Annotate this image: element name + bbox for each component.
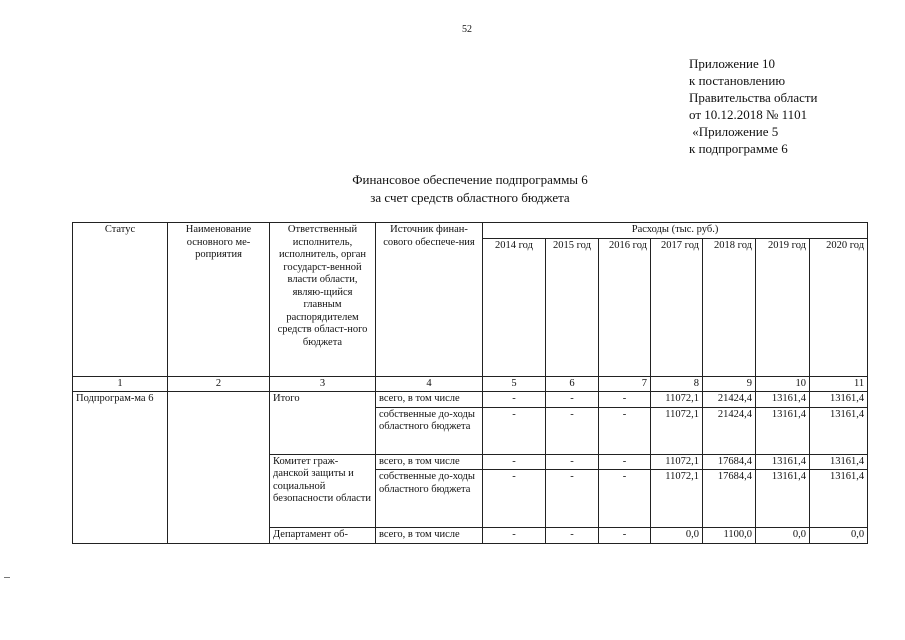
value-cell: 11072,1 <box>651 454 703 470</box>
header-source: Источник финан-сового обеспече-ния <box>376 223 483 377</box>
value-cell: 21424,4 <box>703 407 756 454</box>
source-cell: всего, в том числе <box>376 392 483 408</box>
column-index: 9 <box>703 376 756 392</box>
page-number: 52 <box>462 24 472 35</box>
value-cell: 17684,4 <box>703 470 756 528</box>
value-cell: 13161,4 <box>810 392 868 408</box>
appendix-block <box>689 55 818 157</box>
value-cell: - <box>546 407 599 454</box>
appendix-line: Приложение 10 <box>689 56 776 71</box>
value-cell: - <box>599 470 651 528</box>
value-cell: - <box>599 454 651 470</box>
column-index: 3 <box>270 376 376 392</box>
appendix-line: к подпрограмме 6 <box>689 141 788 156</box>
header-year: 2014 год <box>483 238 546 376</box>
value-cell: 11072,1 <box>651 470 703 528</box>
value-cell: - <box>546 454 599 470</box>
scan-mark <box>4 577 10 578</box>
header-status: Статус <box>73 223 168 377</box>
value-cell: 13161,4 <box>756 454 810 470</box>
header-year: 2018 год <box>703 238 756 376</box>
column-index: 4 <box>376 376 483 392</box>
value-cell: - <box>546 470 599 528</box>
value-cell: 13161,4 <box>756 470 810 528</box>
value-cell: - <box>483 407 546 454</box>
source-cell: всего, в том числе <box>376 528 483 544</box>
header-activity: Наименование основного ме-роприятия <box>168 223 270 377</box>
value-cell: 17684,4 <box>703 454 756 470</box>
financing-table <box>72 222 868 544</box>
appendix-line: «Приложение 5 <box>689 124 779 139</box>
value-cell: 11072,1 <box>651 392 703 408</box>
value-cell: 21424,4 <box>703 392 756 408</box>
value-cell: 13161,4 <box>810 470 868 528</box>
header-year: 2019 год <box>756 238 810 376</box>
activity-cell <box>168 392 270 544</box>
column-index: 5 <box>483 376 546 392</box>
value-cell: 13161,4 <box>756 392 810 408</box>
title-line: за счет средств областного бюджета <box>370 190 570 205</box>
column-index: 1 <box>73 376 168 392</box>
status-cell: Подпрограм-ма 6 <box>73 392 168 544</box>
value-cell: - <box>599 407 651 454</box>
value-cell: 0,0 <box>756 528 810 544</box>
column-index: 11 <box>810 376 868 392</box>
header-expenses: Расходы (тыс. руб.) <box>483 223 868 239</box>
value-cell: - <box>599 528 651 544</box>
header-executor: Ответственный исполнитель, исполнитель, орган государст-венной власти области, являю-щийся главным распорядителем средств област-ного бюджета <box>270 223 376 377</box>
value-cell: 0,0 <box>810 528 868 544</box>
executor-cell: Департамент об- <box>270 528 376 544</box>
header-year: 2016 год <box>599 238 651 376</box>
table-row <box>73 392 868 408</box>
appendix-line: Правительства области <box>689 90 818 105</box>
source-cell: собственные до-ходы областного бюджета <box>376 470 483 528</box>
header-year: 2020 год <box>810 238 868 376</box>
executor-cell: Комитет граж-данской защиты и социальной безопасности области <box>270 454 376 528</box>
appendix-line: от 10.12.2018 № 1101 <box>689 107 808 122</box>
column-index: 6 <box>546 376 599 392</box>
title-line: Финансовое обеспечение подпрограммы 6 <box>352 172 588 187</box>
value-cell: 0,0 <box>651 528 703 544</box>
value-cell: 13161,4 <box>810 407 868 454</box>
value-cell: - <box>546 528 599 544</box>
document-title <box>0 171 905 207</box>
source-cell: всего, в том числе <box>376 454 483 470</box>
value-cell: 1100,0 <box>703 528 756 544</box>
column-index: 10 <box>756 376 810 392</box>
column-index: 2 <box>168 376 270 392</box>
value-cell: 13161,4 <box>756 407 810 454</box>
value-cell: - <box>599 392 651 408</box>
header-year: 2017 год <box>651 238 703 376</box>
value-cell: - <box>483 528 546 544</box>
value-cell: - <box>483 470 546 528</box>
header-year: 2015 год <box>546 238 599 376</box>
column-index: 7 <box>599 376 651 392</box>
appendix-line: к постановлению <box>689 73 786 88</box>
column-index: 8 <box>651 376 703 392</box>
value-cell: 11072,1 <box>651 407 703 454</box>
executor-cell: Итого <box>270 392 376 455</box>
source-cell: собственные до-ходы областного бюджета <box>376 407 483 454</box>
value-cell: 13161,4 <box>810 454 868 470</box>
value-cell: - <box>546 392 599 408</box>
value-cell: - <box>483 392 546 408</box>
value-cell: - <box>483 454 546 470</box>
